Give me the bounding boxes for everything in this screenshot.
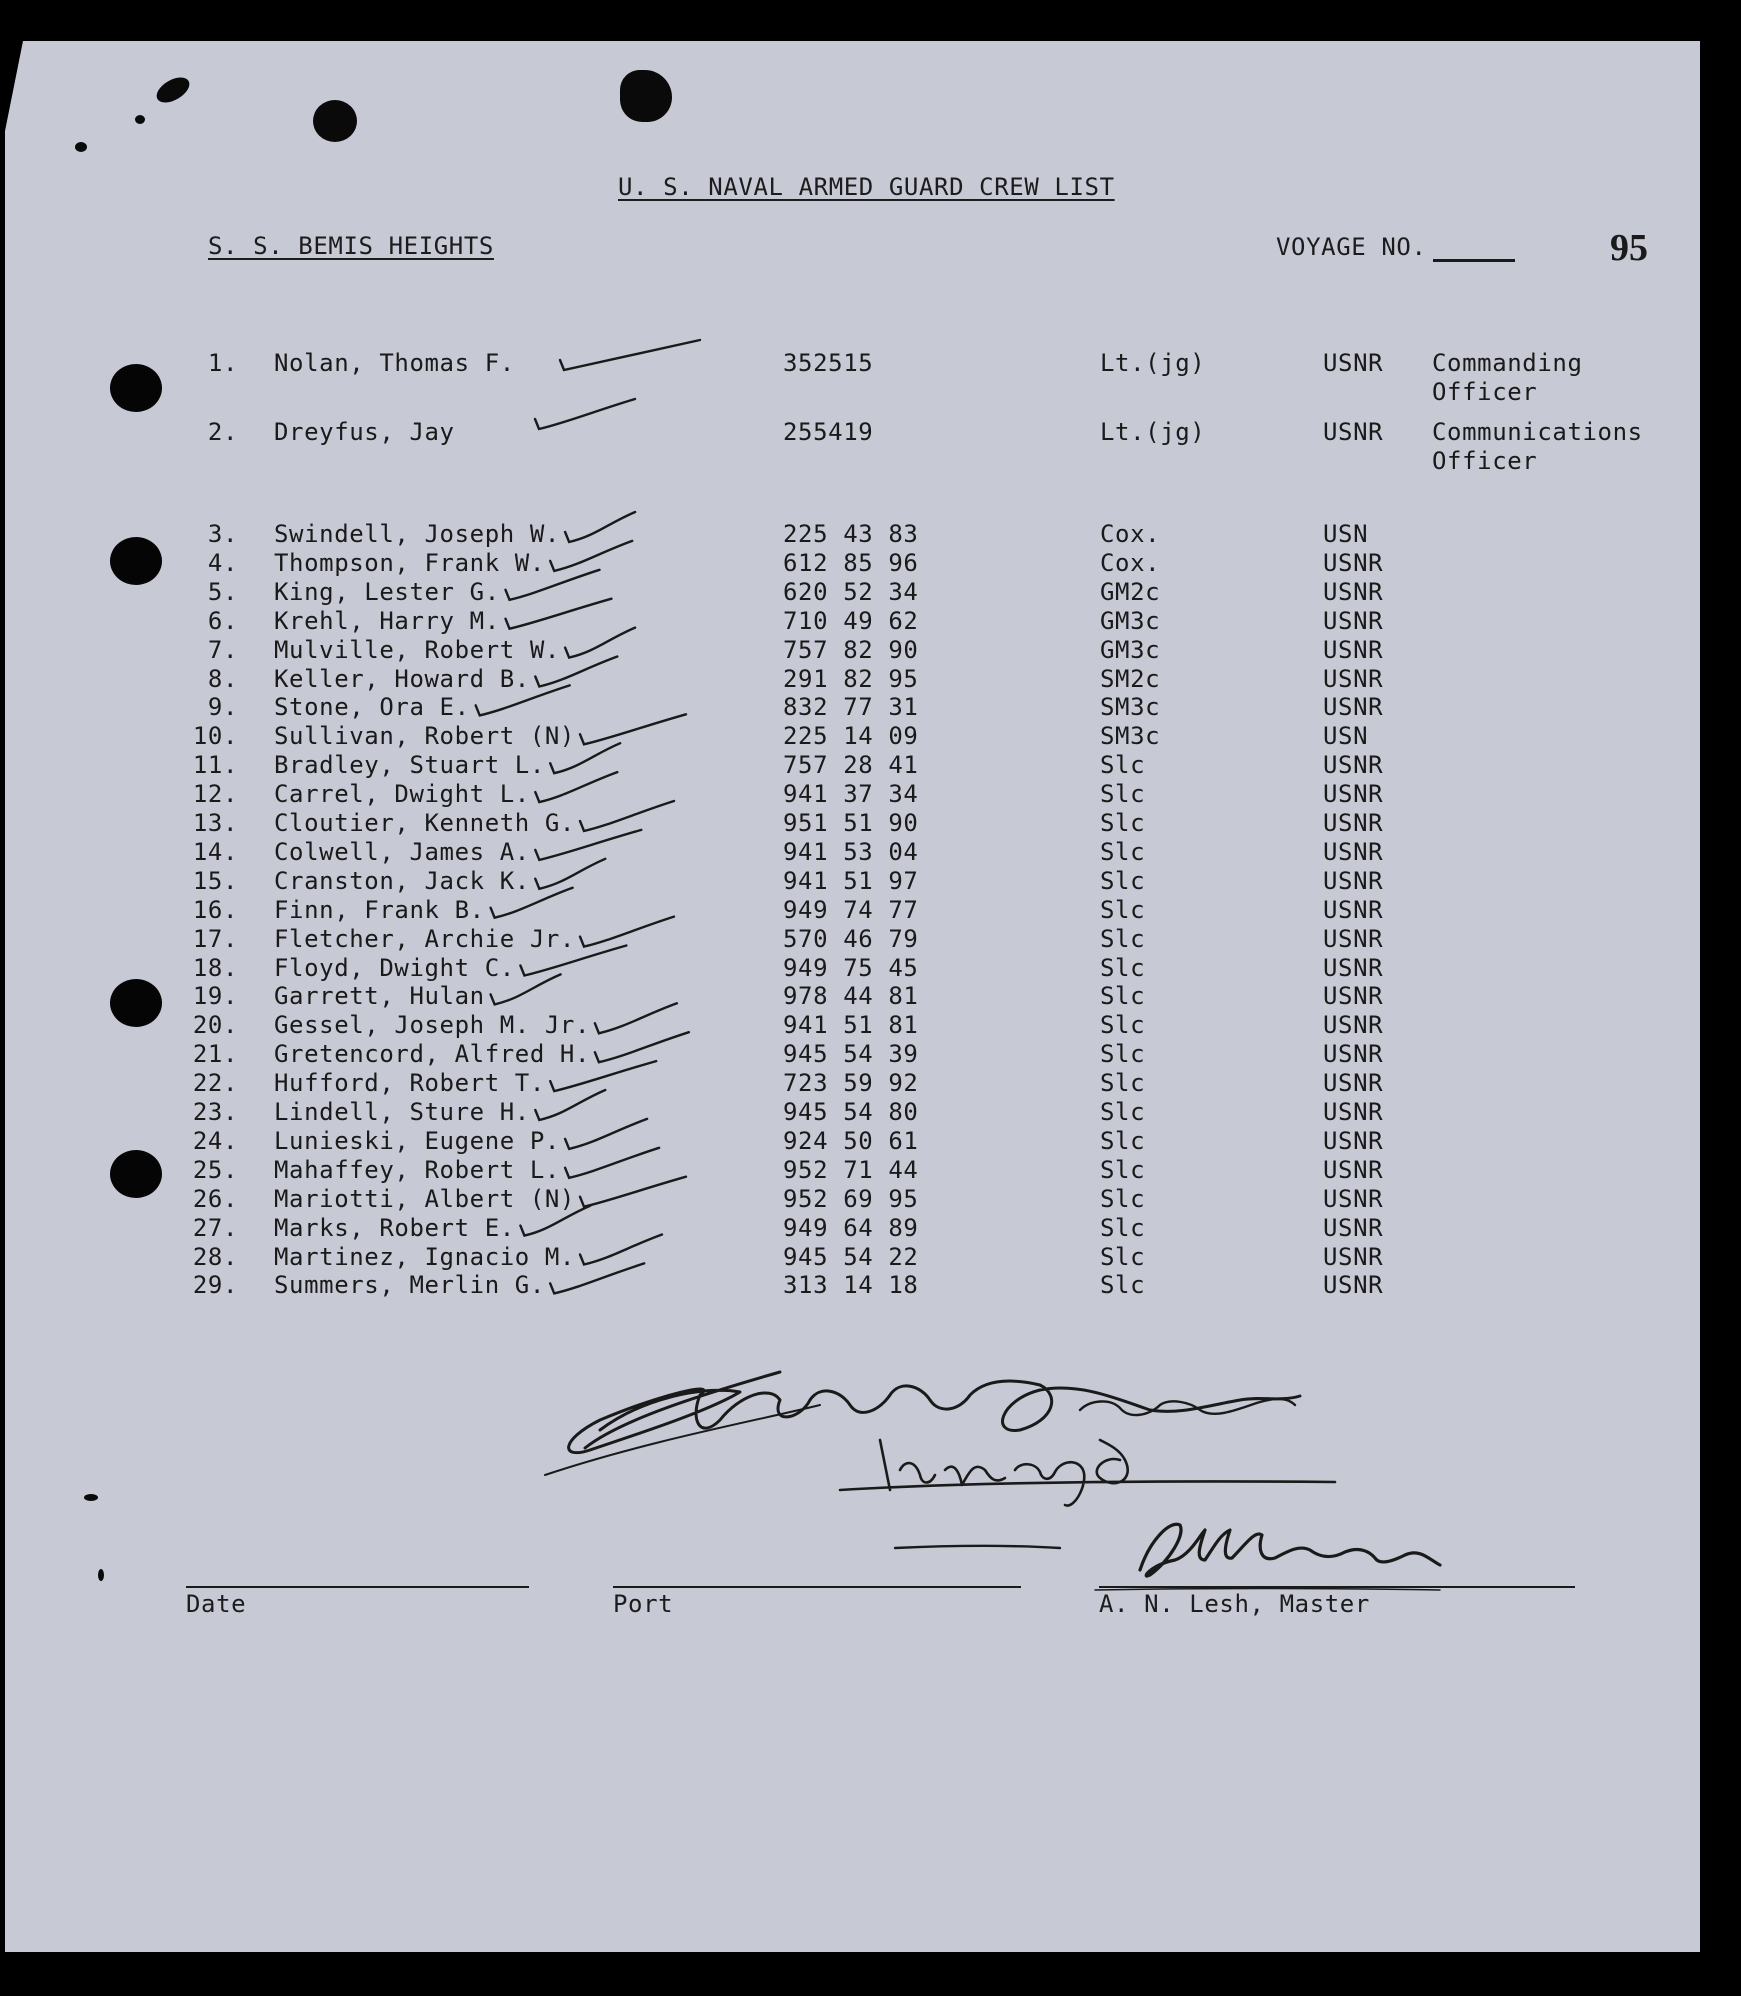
- rank: GM3c: [1100, 635, 1161, 664]
- row-number: 24.: [192, 1126, 238, 1155]
- crew-row: [0, 549, 1741, 577]
- branch: USNR: [1323, 1098, 1384, 1126]
- service-number: 291 82 95: [783, 664, 919, 693]
- row-number: 1.: [207, 349, 238, 377]
- service-number: 941 37 34: [783, 780, 919, 809]
- branch: USNR: [1323, 693, 1384, 722]
- ink-speck: [98, 1569, 104, 1581]
- service-number: 952 71 44: [783, 1155, 919, 1184]
- crew-row: [0, 896, 1741, 924]
- rank: Lt.(jg): [1100, 349, 1206, 377]
- rank: SM2c: [1100, 664, 1161, 693]
- rank: Slc: [1100, 953, 1146, 982]
- row-number: 28.: [192, 1242, 238, 1271]
- crew-row: [0, 607, 1741, 635]
- port-label: Port: [613, 1590, 674, 1618]
- service-number: 945 54 22: [783, 1242, 919, 1271]
- row-number: 21.: [192, 1040, 238, 1069]
- crew-name: Nolan, Thomas F.: [274, 349, 515, 377]
- rank: Cox.: [1100, 548, 1161, 577]
- row-number: 6.: [207, 606, 238, 635]
- row-number: 15.: [192, 866, 238, 895]
- officer-row: [0, 349, 1741, 406]
- branch: USNR: [1323, 1242, 1384, 1271]
- branch: USNR: [1323, 635, 1384, 664]
- crew-name: Krehl, Harry M.: [274, 606, 500, 635]
- crew-name: Fletcher, Archie Jr.: [274, 924, 575, 953]
- row-number: 26.: [192, 1184, 238, 1213]
- branch: USNR: [1323, 1155, 1384, 1184]
- branch: USNR: [1323, 751, 1384, 780]
- rank: Slc: [1100, 1126, 1146, 1155]
- row-number: 9.: [207, 693, 238, 722]
- rank: Slc: [1100, 1011, 1146, 1040]
- row-number: 25.: [192, 1155, 238, 1184]
- rank: Slc: [1100, 751, 1146, 780]
- crew-name: Bradley, Stuart L.: [274, 751, 545, 780]
- branch: USNR: [1323, 1271, 1384, 1300]
- service-number: 757 82 90: [783, 635, 919, 664]
- branch: USNR: [1323, 780, 1384, 809]
- master-line: [1099, 1586, 1575, 1588]
- crew-name: Garrett, Hulan: [274, 982, 485, 1011]
- row-number: 4.: [207, 548, 238, 577]
- crew-name: Lindell, Sture H.: [274, 1098, 530, 1126]
- rank: Slc: [1100, 924, 1146, 953]
- service-number: 710 49 62: [783, 606, 919, 635]
- row-number: 27.: [192, 1213, 238, 1242]
- branch: USNR: [1323, 924, 1384, 953]
- ink-speck: [84, 1494, 98, 1501]
- crew-row: [0, 520, 1741, 548]
- date-line: [186, 1586, 529, 1588]
- row-number: 17.: [192, 924, 238, 953]
- row-number: 20.: [192, 1011, 238, 1040]
- punch-hole-top: [313, 100, 357, 142]
- row-number: 14.: [192, 837, 238, 866]
- rank: Slc: [1100, 1098, 1146, 1126]
- service-number: 945 54 80: [783, 1098, 919, 1126]
- service-number: 255419: [783, 418, 874, 446]
- crew-name: Floyd, Dwight C.: [274, 953, 515, 982]
- ink-speck: [135, 115, 145, 124]
- rank: Slc: [1100, 1069, 1146, 1098]
- rank: Slc: [1100, 780, 1146, 809]
- branch: USNR: [1323, 349, 1384, 377]
- rank: SM3c: [1100, 693, 1161, 722]
- crew-name: Thompson, Frank W.: [274, 548, 545, 577]
- rank: Lt.(jg): [1100, 418, 1206, 446]
- rank: Slc: [1100, 982, 1146, 1011]
- service-number: 225 43 83: [783, 520, 919, 548]
- branch: USN: [1323, 520, 1369, 548]
- service-number: 978 44 81: [783, 982, 919, 1011]
- service-number: 757 28 41: [783, 751, 919, 780]
- page-number: 95: [1610, 227, 1648, 269]
- row-number: 2.: [207, 418, 238, 446]
- row-number: 7.: [207, 635, 238, 664]
- rank: Slc: [1100, 1155, 1146, 1184]
- crew-name: Stone, Ora E.: [274, 693, 470, 722]
- crew-row: [0, 982, 1741, 1010]
- crew-name: Gessel, Joseph M. Jr.: [274, 1011, 591, 1040]
- crew-name: Mariotti, Albert (N): [274, 1184, 575, 1213]
- row-number: 13.: [192, 809, 238, 837]
- document-title: U. S. NAVAL ARMED GUARD CREW LIST: [618, 173, 1115, 201]
- crew-row: [0, 1271, 1741, 1299]
- crew-name: Marks, Robert E.: [274, 1213, 515, 1242]
- branch: USNR: [1323, 577, 1384, 606]
- crew-row: [0, 780, 1741, 808]
- row-number: 3.: [207, 520, 238, 548]
- rank: GM3c: [1100, 606, 1161, 635]
- duty-line-2: Officer: [1432, 447, 1538, 475]
- branch: USNR: [1323, 809, 1384, 837]
- branch: USNR: [1323, 606, 1384, 635]
- rank: Slc: [1100, 866, 1146, 895]
- service-number: 225 14 09: [783, 722, 919, 751]
- row-number: 10.: [192, 722, 238, 751]
- service-number: 723 59 92: [783, 1069, 919, 1098]
- crew-row: [0, 867, 1741, 895]
- branch: USNR: [1323, 953, 1384, 982]
- rank: Slc: [1100, 1213, 1146, 1242]
- duty-line-1: Communications: [1432, 418, 1643, 446]
- rank: Slc: [1100, 1242, 1146, 1271]
- crew-row: [0, 1098, 1741, 1126]
- service-number: 352515: [783, 349, 874, 377]
- port-line: [613, 1586, 1021, 1588]
- crew-row: [0, 925, 1741, 953]
- rank: GM2c: [1100, 577, 1161, 606]
- crew-name: Keller, Howard B.: [274, 664, 530, 693]
- crew-row: [0, 838, 1741, 866]
- branch: USN: [1323, 722, 1369, 751]
- service-number: 951 51 90: [783, 809, 919, 837]
- crew-row: [0, 693, 1741, 721]
- service-number: 941 51 81: [783, 1011, 919, 1040]
- crew-row: [0, 954, 1741, 982]
- rank: SM3c: [1100, 722, 1161, 751]
- crew-row: [0, 665, 1741, 693]
- crew-name: Cloutier, Kenneth G.: [274, 809, 575, 837]
- service-number: 945 54 39: [783, 1040, 919, 1069]
- crew-name: Martinez, Ignacio M.: [274, 1242, 575, 1271]
- row-number: 22.: [192, 1069, 238, 1098]
- row-number: 18.: [192, 953, 238, 982]
- service-number: 620 52 34: [783, 577, 919, 606]
- rank: Slc: [1100, 1271, 1146, 1300]
- branch: USNR: [1323, 418, 1384, 446]
- crew-row: [0, 1156, 1741, 1184]
- crew-row: [0, 1069, 1741, 1097]
- service-number: 612 85 96: [783, 548, 919, 577]
- branch: USNR: [1323, 664, 1384, 693]
- crew-name: Sullivan, Robert (N): [274, 722, 575, 751]
- voyage-number-blank: [1433, 259, 1515, 262]
- branch: USNR: [1323, 1184, 1384, 1213]
- service-number: 949 75 45: [783, 953, 919, 982]
- service-number: 952 69 95: [783, 1184, 919, 1213]
- branch: USNR: [1323, 1126, 1384, 1155]
- crew-name: Summers, Merlin G.: [274, 1271, 545, 1300]
- branch: USNR: [1323, 866, 1384, 895]
- service-number: 941 53 04: [783, 837, 919, 866]
- crew-name: Finn, Frank B.: [274, 895, 485, 924]
- duty-line-1: Commanding: [1432, 349, 1583, 377]
- row-number: 16.: [192, 895, 238, 924]
- service-number: 949 64 89: [783, 1213, 919, 1242]
- crew-row: [0, 809, 1741, 837]
- crew-row: [0, 1214, 1741, 1242]
- crew-name: King, Lester G.: [274, 577, 500, 606]
- row-number: 19.: [192, 982, 238, 1011]
- master-label: A. N. Lesh, Master: [1099, 1590, 1370, 1618]
- ship-name: S. S. BEMIS HEIGHTS: [208, 232, 494, 260]
- crew-name: Dreyfus, Jay: [274, 418, 455, 446]
- crew-name: Gretencord, Alfred H.: [274, 1040, 591, 1069]
- voyage-label: VOYAGE NO.: [1276, 233, 1427, 261]
- rank: Cox.: [1100, 520, 1161, 548]
- crew-row: [0, 722, 1741, 750]
- crew-row: [0, 1127, 1741, 1155]
- row-number: 29.: [192, 1271, 238, 1300]
- rank: Slc: [1100, 837, 1146, 866]
- service-number: 949 74 77: [783, 895, 919, 924]
- crew-name: Carrel, Dwight L.: [274, 780, 530, 809]
- branch: USNR: [1323, 895, 1384, 924]
- rank: Slc: [1100, 809, 1146, 837]
- crew-row: [0, 1011, 1741, 1039]
- branch: USNR: [1323, 1213, 1384, 1242]
- rank: Slc: [1100, 895, 1146, 924]
- service-number: 941 51 97: [783, 866, 919, 895]
- officer-row: [0, 418, 1741, 475]
- crew-name: Lunieski, Eugene P.: [274, 1126, 560, 1155]
- crew-name: Swindell, Joseph W.: [274, 520, 560, 548]
- crew-row: [0, 1185, 1741, 1213]
- service-number: 313 14 18: [783, 1271, 919, 1300]
- crew-row: [0, 636, 1741, 664]
- ink-blot: [620, 70, 672, 122]
- crew-name: Colwell, James A.: [274, 837, 530, 866]
- service-number: 924 50 61: [783, 1126, 919, 1155]
- ink-speck: [75, 142, 87, 152]
- row-number: 5.: [207, 577, 238, 606]
- crew-row: [0, 578, 1741, 606]
- service-number: 570 46 79: [783, 924, 919, 953]
- row-number: 8.: [207, 664, 238, 693]
- rank: Slc: [1100, 1040, 1146, 1069]
- crew-row: [0, 1040, 1741, 1068]
- duty-line-2: Officer: [1432, 378, 1538, 406]
- branch: USNR: [1323, 1069, 1384, 1098]
- row-number: 12.: [192, 780, 238, 809]
- branch: USNR: [1323, 1040, 1384, 1069]
- row-number: 11.: [192, 751, 238, 780]
- branch: USNR: [1323, 982, 1384, 1011]
- crew-row: [0, 751, 1741, 779]
- crew-name: Mulville, Robert W.: [274, 635, 560, 664]
- branch: USNR: [1323, 1011, 1384, 1040]
- torn-corner: [5, 41, 23, 131]
- date-label: Date: [186, 1590, 247, 1618]
- crew-name: Mahaffey, Robert L.: [274, 1155, 560, 1184]
- branch: USNR: [1323, 548, 1384, 577]
- crew-name: Hufford, Robert T.: [274, 1069, 545, 1098]
- crew-row: [0, 1243, 1741, 1271]
- crew-name: Cranston, Jack K.: [274, 866, 530, 895]
- service-number: 832 77 31: [783, 693, 919, 722]
- branch: USNR: [1323, 837, 1384, 866]
- row-number: 23.: [192, 1098, 238, 1126]
- rank: Slc: [1100, 1184, 1146, 1213]
